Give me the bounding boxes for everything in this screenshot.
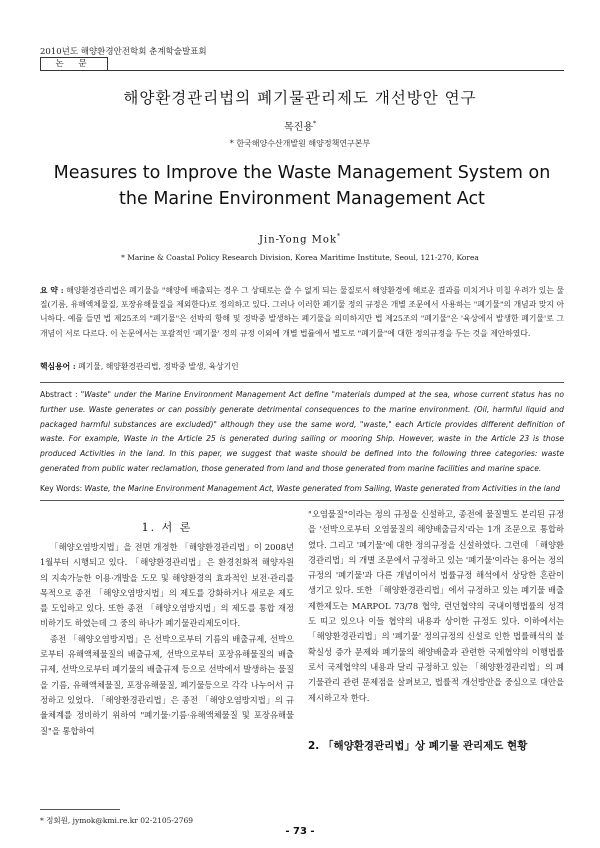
korean-author	[0, 118, 600, 133]
left-column	[40, 540, 294, 739]
footnote-mark: *	[40, 816, 47, 825]
english-keywords-label: Key Words:	[40, 484, 83, 493]
korean-keywords-label: 핵심용어 :	[40, 362, 76, 371]
english-title: Measures to Improve the Waste Management System on the Marine Environment Management Act	[53, 163, 551, 209]
affiliation-mark: *	[229, 139, 237, 148]
english-author	[0, 233, 600, 245]
korean-title: 해양환경관리법의 폐기물관리제도 개선방안 연구	[123, 89, 477, 107]
korean-affiliation-text: 한국해양수산개발원 해양정책연구본부	[236, 139, 371, 148]
english-keywords-text: Waste, the Marine Environment Management Act, Waste generated from Sailing, Waste generated from Activities in the land	[84, 484, 561, 493]
english-author-name: Jin-Yong Mok	[258, 234, 338, 246]
english-affiliation-text: Marine & Coastal Policy Research Division, Korea Maritime Institute, Seoul, 121-270, Korea	[127, 253, 479, 262]
abstract-divider	[40, 382, 564, 383]
english-abstract-label: Abstract :	[40, 390, 78, 399]
footnote-text: 정회원, jymok@kmi.re.kr 02-2105-2769	[46, 816, 194, 825]
english-abstract-text: "Waste" under the Marine Environment Management Act define "materials dumped at the sea, whose current status has no further use. Waste generates or can possibly generate detrimental consequences to the marine environment. (Oil, harmful liquid and packaged harmful substances are excluded)" although they use the same word, "waste," each Article provides different definition of waste. For example, Waste in the Article 25 is generated during sailing or mooring Ship. However, waste in the Article 23 is those produced Activities in the land. In this paper, we suggest that waste should be defined into the following three categories: waste generated from public water reclamation, those generated from land and those generated from marine facilities and marine space.	[40, 390, 564, 473]
footnote	[40, 815, 193, 826]
footnote-divider	[40, 809, 120, 810]
english-keywords	[40, 482, 564, 496]
affiliation-mark-en: *	[121, 253, 128, 262]
top-divider	[40, 70, 564, 71]
korean-abstract	[40, 284, 564, 341]
right-column	[308, 507, 564, 706]
korean-affiliation	[0, 138, 600, 149]
korean-keywords	[40, 360, 564, 374]
author-footnote-mark: *	[312, 120, 316, 128]
section-2-heading: 2. 「해양환경관리법」상 폐기물 관리제도 현황	[308, 740, 528, 752]
keywords-divider	[40, 500, 564, 501]
conference-header: 2010년도 해양환경안전학회 춘계학술발표회	[40, 47, 207, 57]
section-1-paragraph: 종전 「해양오염방지법」은 선박으로부터 기름의 배출규제, 선박으로부터 유해액체물질의 배출규제, 선박으로부터 포장유해물질의 배출규제, 선박으로부터 폐기물의 배출규제 등으로 선박에서 발생하는 물질을 기름, 유해액체물질, 포장유해물질, 폐기물등으로 각각 나누어서 규정하고 있었다. 「해양환경관리법」은 종전 「해양오염방지법」의 규율체계를 정비하기 위하여 "폐기물·기름·유해액체물질 및 포장유해물질"을 통합하여	[40, 633, 294, 736]
right-column-paragraph: "오염물질"이라는 정의 규정을 신설하고, 종전에 물질별도 분리된 규정을 '선박으로부터 오염물질의 해양배출금지'라는 1개 조문으로 통합하였다. 그리고 '폐기물'에 대한 정의규정을 신설하였다. 그런데 「해양환경관리법」의 개별 조문에서 규정하고 있는 '폐기물'이라는 용어는 정의규정의 '폐기물'과 다른 개념이어서 법률규정 해석에서 상당한 혼란이 생기고 있다. 또한 「해양환경관리법」에서 규정하고 있는 폐기물 배출제한제도는 MARPOL 73/78 협약, 런던협약의 국내이행법률의 성격도 띠고 있으나 이들 협약의 내용과 상이한 규정도 있다. 이하에서는 「해양환경관리법」의 '폐기물' 정의규정의 신설로 인한 법률해석의 불확실성 증가 문제와 폐기물의 해양배출과 관련한 국제협약의 이행법률로서 국제협약의 내용과 달리 규정하고 있는 「해양환경관리법」의 폐기물관리 관련 문제점을 살펴보고, 법률적 개선방안을 중심으로 대안을 제시하고자 한다.	[308, 509, 564, 703]
korean-abstract-text: 해양환경관리법은 폐기물을 "해양에 배출되는 경우 그 상태로는 쓸 수 없게 되는 물질로서 해양환경에 해로운 결과를 미치거나 미칠 우려가 있는 물질(기름, 유해액체물질, 포장유해물질을 제외한다)로 정의하고 있다. 그러나 이러한 폐기물 정의 규정은 개별 조문에서 사용하는 "폐기물"의 개념과 맞지 아니하다. 예를 들면 법 제25조의 "폐기물"은 선박의 항해 및 정박중 발생하는 폐기물을 의미하지만 법 제25조의 "폐기물"은 '육상에서 발생한 폐기물'로 그 개념이 서로 다르다. 이 논문에서는 포괄적인 '폐기물' 정의 규정 이외에 개별 법률에서 별도로 "폐기물"에 대한 정의규정을 두는 것을 제안하였다.	[40, 286, 564, 338]
page-number: - 73 -	[285, 826, 315, 837]
korean-abstract-label: 요 약 :	[40, 286, 64, 295]
paper-type-tag: 논 문	[40, 57, 108, 71]
section-1-paragraph: 「해양오염방지법」을 전면 개정한 「해양환경관리법」이 2008년 1월부터 시행되고 있다. 「해양환경관리법」은 환경친화적 해양자원의 지속가능한 이용·개발을 도모 및 해양환경의 효과적인 보전·관리를 목적으로 종전 「해양오염방지법」의 제도를 강화하거나 새로운 제도를 도입하고 있다. 또한 종전 「해양오염방지법」의 제도를 통합 재정비하기도 하였는데 그 중의 하나가 폐기물관리제도이다.	[40, 542, 294, 629]
english-abstract	[40, 388, 564, 477]
korean-keywords-text: 폐기물, 해양환경관리법, 정박중 발생, 육상기인	[78, 362, 239, 371]
section-1-heading: 1. 서 론	[141, 521, 193, 534]
english-affiliation	[0, 253, 600, 262]
korean-author-name: 목진용	[284, 122, 313, 133]
author-footnote-mark-en: *	[337, 233, 342, 240]
